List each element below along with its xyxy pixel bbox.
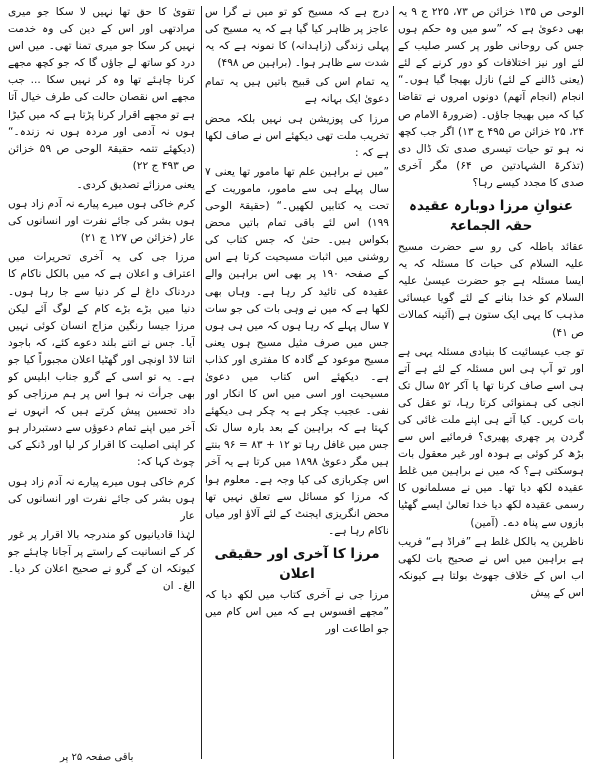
paragraph: درج ہے کہ مسیح کو تو میں نے گرا س عاجز پر ظاہر کیا گیا ہے کہ یہ مسیح کی پہلی زندگی (زاہدانہ) کا نمونہ ہے کہ یہ شدت سے ظاہر ہوا۔ (براہین ص ۴۹۸): [205, 6, 389, 70]
verse: کرم خاکی ہوں میرے پیارے نہ آدم زاد ہوں ہوں بشر کی جائے نفرت اور انسانوں کی عار (خزائن ص ۱۲۷ ج ۲۱): [8, 198, 195, 245]
paragraph: تقویٰ کا حق تھا نہیں لا سکا جو میری مرادتھی اور اس کے دین کی وہ خدمت نہیں کر سکا جو میری تمنا تھی۔ میں اس درد کو ساتھ لے جاؤں گا کہ جو کچھ مجھے کرنا چاہئے تھا وہ کر نہیں سکا ... جب مجھے اس نقصان حالت کی طرف خیال آتا ہے تو مجھے اقرار کرنا پڑتا ہے کہ میں کیڑا ہوں نہ آدمی اور مردہ ہوں نہ زندہ۔“ (دیکھئے تتمہ حقیقۃ الوحی ص ۵۹ خزائن ص ۴۹۳ ج ۲۲): [8, 6, 195, 172]
paragraph: عقائد باطلہ کی رو سے حضرت مسیح علیہ السلام کی حیات کا مسئلہ کہ یہ ایسا مسئلہ ہے جو حضرت عیسیٰ علیہ السلام کو خدا بنانے کے لئے گویا عیسائی مذہب کا یہی ایک ستون ہے (آئینہ کمالات ص ۴۱): [398, 241, 584, 339]
paragraph: ”میں نے براہین علم تھا مامور تھا یعنی ۷ سال پہلے ہی سے مامور، ماموریت کے تحت یہ کتابیں لکھیں۔“ (حقیقۃ الوحی ۱۹۹) اس لئے باقی تمام باتیں محض بکواس ہیں۔ حتیٰ کہ جس کتاب کی روشنی میں اثبات مسیحیت کرتا ہے اس کے صفحہ ۱۹۰ پر بھی اس براہین والے عقیدہ کی تائید کر رہا ہے۔ وہاں بھی لکھا ہے کہ میں نے وہی بات کی جو سات ۷ سال پہلے کہ رہا ہوں کہ میں ہی ہوں جس میں صرف مثیل مسیح ہوں یعنی مسیح موعود کے گادہ کا مفتری اور کذاب ہے۔ دیکھئے اس کتاب میں دعویٰ مسیحیت اور اسی میں اس کا انکار اور نفی۔ عجیب چکر ہے یہ چکر ہی دیکھئے کہتا ہے کہ براہین کے بعد بارہ سال تک جس میں غافل رہا تو ۱۲ + ۸۳ = ۹۶ بنتے ہیں مگر دعویٰ ۱۸۹۸ میں کرتا ہے یہ آخر اس چکربازی کی کیا وجہ ہے۔ معلوم ہوا کہ مرزا کو مسائل سے تعلق نہیں تھا محض انگریزی ایجنٹ کے لئے آلاؤ اور میاں ناکام رہا ہے۔: [205, 165, 389, 537]
section-heading: مرزا کا آخری اور حقیقی اعلان: [214, 545, 380, 582]
section-heading: عنوانِ مرزا دوبارہ عقیدہ حقہ الجماعۃ: [409, 198, 573, 235]
column-divider: [201, 6, 202, 759]
paragraph: یعنی مرزائے تصدیق کردی۔: [76, 178, 195, 191]
left-column: [8, 4, 195, 761]
paragraph: مرزا جی نے آخری کتاب میں لکھ دیا کہ ”مجھے افسوس ہے کہ میں اس کام میں جو اطاعت اور: [205, 588, 389, 636]
paragraph: مرزا کی پوزیشن ہی نہیں بلکہ محض تخریب ملت تھی دیکھئے اس نے صاف لکھا ہے کہ :: [205, 112, 389, 159]
right-column: [398, 4, 584, 761]
paragraph: لہٰذا قادیانیوں کو مندرجہ بالا اقرار پر غور کر کے انسانیت کے راستے پر آجانا چاہئے جو کیونکہ ان کے گرو نے صحیح اعلان کر دیا۔ الغ۔ ان: [8, 528, 195, 593]
continuation-note: باقی صفحہ ۲۵ پر: [60, 752, 134, 763]
paragraph: تو جب عیسائیت کا بنیادی مسئلہ یہی ہے اور تو آپ ہی اس مسئلہ کے لئے ہے آتے ہی اسے صاف کرنا تھا یا آکر ۵۲ سال تک انجی کی ہمنوائی کرتا رہا، تو عقل کی بات کریں۔ کیا آتے ہی اپنے ملت غائی کی گردن پر چھری پھیری؟ فرمائیے اس سے بڑھ کر کوئی بے ہودہ اور غیر معقول بات ہوسکتی ہے؟ کہ میں نے براہین میں غلط عقیدہ لکھ دیا تھا۔ میں نے مسلمانوں کا رسمی عقیدہ لکھ دیا خدا تعالیٰ ایسے گھٹیا بازوں سے پناہ دے۔ (آمین): [398, 345, 584, 529]
paragraph: مرزا جی کی یہ آخری تحریرات میں اعتراف و اعلان ہے کہ میں بالکل ناکام کا دردناک داغ لے کر دنیا سے جا رہا ہوں۔ دنیا میں بڑے بڑے کام کے لوگ آئے لیکن مرزا جیسا رنگین مزاج انسان کوئی نہیں آیا۔ جس نے اتنے بلند دعوے کئے، کہ باجود اتنا لاڈ اونچی اور گھٹیا اعلان مجبوراً کیا جو ہے۔ یہ تو اسی کے گرو جناب ابلیس کو بھی جرأت نہ ہوا اس پر ہم مرزاجی کو داد تحسین پیش کرتے ہیں کہ انہوں نے آخر میں اپنے تمام دعوؤں سے دستبردار ہو کر اپنی اصلیت کا اقرار کر لیا اور ڈنکے کی چوٹ کہا کہ:: [8, 251, 195, 469]
verse: کرم خاکی ہوں میرے پیارے نہ آدم زاد ہوں ہوں بشر کی جائے نفرت اور انسانوں کی عار: [8, 475, 195, 522]
paragraph: یہ تمام اس کی قبیح باتیں ہیں یہ تمام دعویٰ ایک بہانہ ہے: [205, 76, 389, 106]
column-divider: [393, 6, 394, 759]
middle-column: [205, 4, 389, 761]
paragraph: ناظرین یہ بالکل غلط ہے ”فراڈ ہے“ فریب ہے براہین میں اس نے صحیح بات لکھی اب اس کے خلاف جھوٹ بولتا ہے کیونکہ اس کے پیش: [398, 535, 584, 599]
paragraph: الوحی ص ۱۳۵ خزائن ص ۷۳، ۲۲۵ ج ۹ یہ بھی دعویٰ ہے کہ ”سو میں وہ حکم ہوں جس کی روحانی طور پر کسر صلیب کے لئے اور نیز اختلافات کو دور کرنے کے لئے (یعنی ڈالنے کے لئے) نازل بھیجا گیا ہوں۔“ انجام (انجام آتھم) دونوں امروں نے تقاضا کیا کہ میں بھیجا جاؤں۔ (ضرورۃ الامام ص ۲۴، ۲۵ خزائن ص ۴۹۵ ج ۱۳) اگر جب کچھ نہ ہو تو حیات تیسری صدی تک ڈال دی (تذکرۃ الشہادتین ص ۶۴) مگر آخری صدی کا مجدد کیسے رہا؟: [398, 6, 584, 189]
